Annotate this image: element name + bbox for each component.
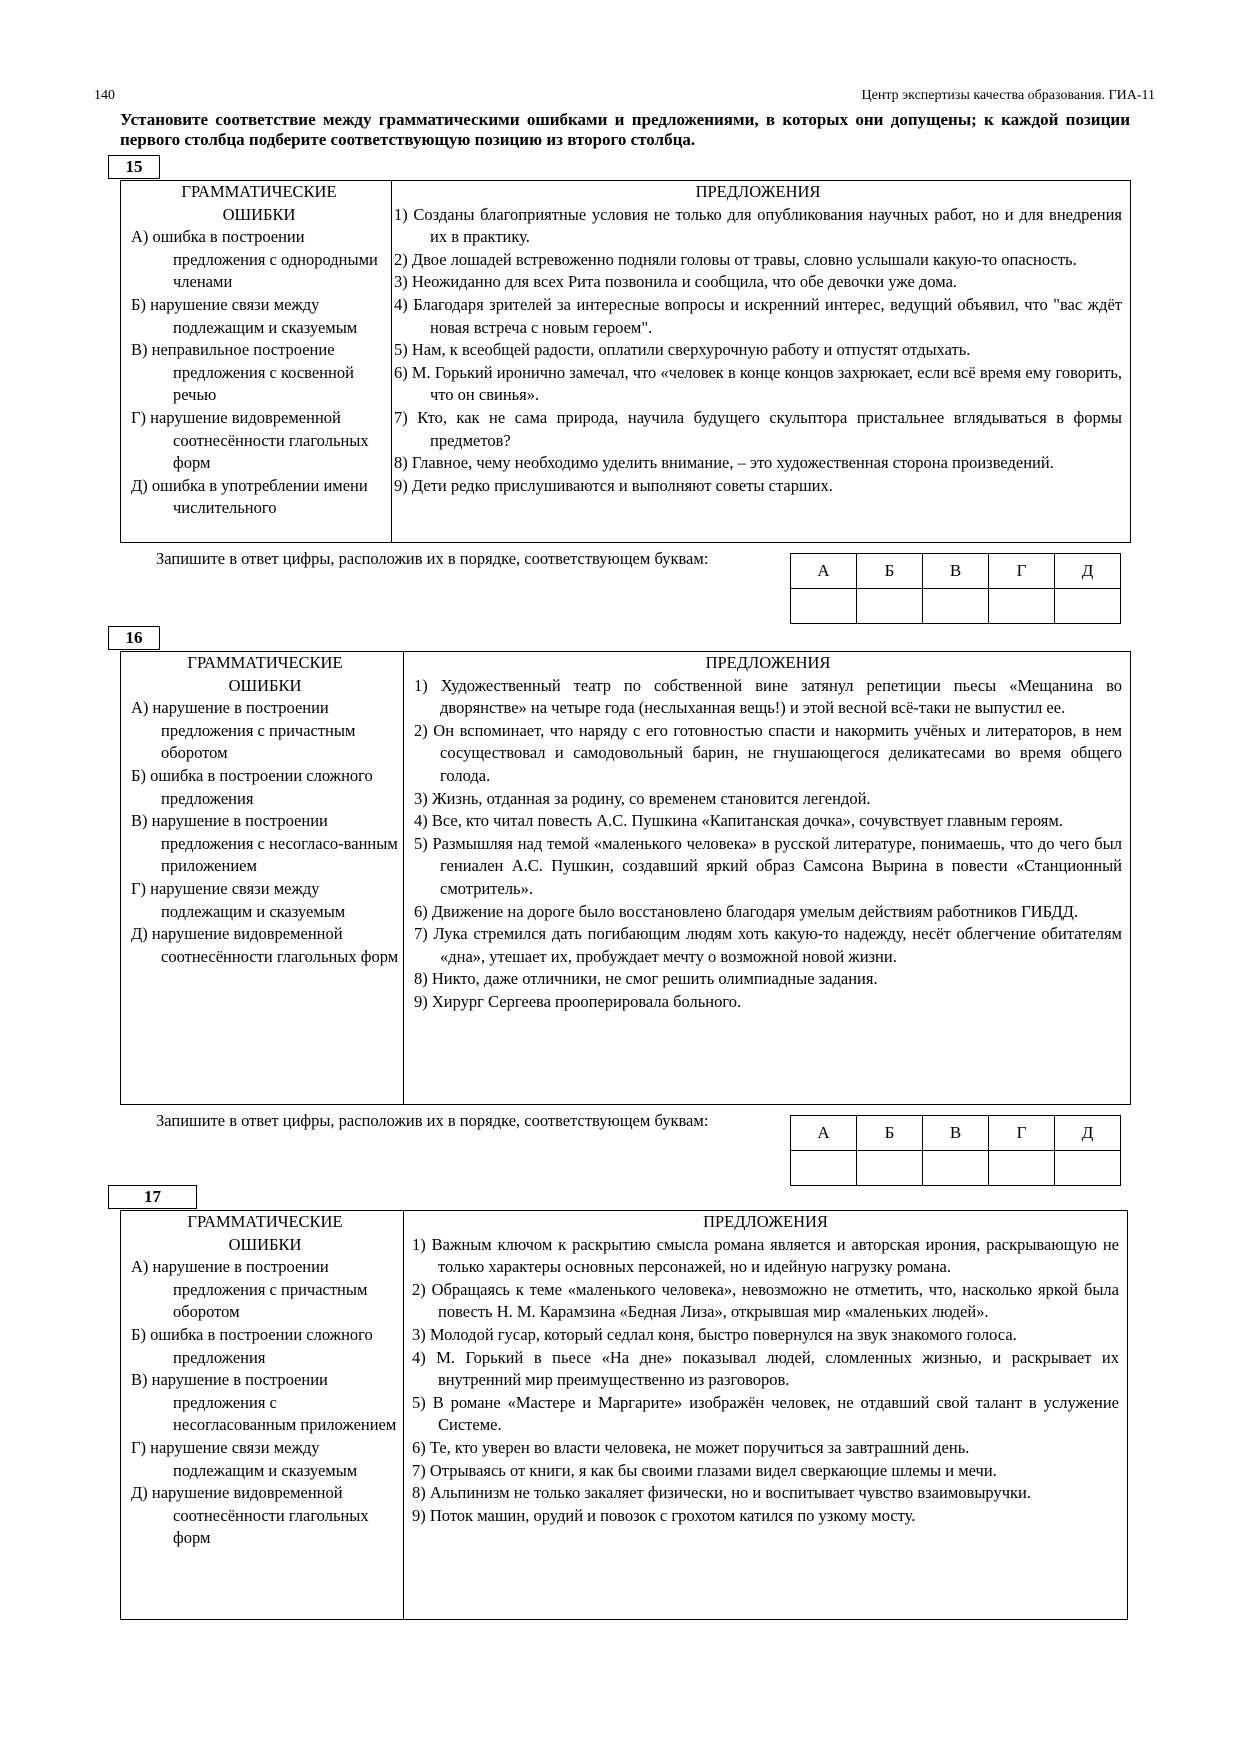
sentence-item: 4) М. Горький в пьесе «На дне» показывал людей, сломленных жизнью, и раскрывает их внутренний мир преимущественно из разговоров.	[412, 1347, 1119, 1390]
task-number-box: 17	[108, 1185, 197, 1209]
errors-column	[121, 1211, 404, 1619]
errors-header: ГРАММАТИЧЕСКИЕ ОШИБКИ	[181, 182, 337, 224]
errors-column	[121, 181, 392, 542]
error-item: Г) нарушение связи между подлежащим и сказуемым	[131, 1437, 358, 1480]
sentence-item: 2) Обращаясь к теме «маленького человека», невозможно не отметить, что, насколько яркой была повесть Н. М. Карамзина «Бедная Лиза», открывшая мир «маленьких людей».	[412, 1279, 1119, 1322]
sentence-item: 5) Нам, к всеобщей радости, оплатили сверхурочную работу и отпустят отдыхать.	[394, 340, 971, 360]
answer-cell[interactable]	[989, 1151, 1055, 1186]
answer-cell[interactable]	[857, 589, 923, 624]
sentence-item: 9) Дети редко прислушиваются и выполняют советы старших.	[394, 475, 833, 495]
answer-letter: Д	[1055, 554, 1121, 589]
sentence-item: 8) Главное, чему необходимо уделить внимание, – это художественная сторона произведений.	[394, 453, 1054, 473]
error-item: Б) ошибка в построении сложного предложения	[131, 765, 373, 808]
sentence-item: 4) Благодаря зрителей за интересные вопросы и искренний интерес, ведущий объявил, что "вас ждёт новая встреча с новым героем".	[394, 294, 1122, 337]
sentence-item: 4) Все, кто читал повесть А.С. Пушкина «Капитанская дочка», сочувствует главным героям.	[414, 811, 1063, 831]
sentence-item: 6) М. Горький иронично замечал, что «человек в конце концов захрюкает, если всё время ему говорить, что он свинья».	[394, 362, 1122, 405]
sentence-item: 6) Те, кто уверен во власти человека, не может поручиться за завтрашний день.	[412, 1437, 970, 1457]
sentence-item: 8) Альпинизм не только закаляет физически, но и воспитывает чувство взаимовыручки.	[412, 1483, 1031, 1503]
answer-cell[interactable]	[923, 589, 989, 624]
sentences-column	[404, 652, 1130, 1104]
matching-table	[120, 1210, 1128, 1620]
error-item: А) нарушение в построении предложения с причастным оборотом	[131, 698, 356, 763]
task-number-box: 15	[108, 155, 160, 179]
sentence-item: 2) Он вспоминает, что наряду с его готовностью спасти и накормить учёных и литераторов, в нем сосуществовал и самодовольный барин, не гнушающегося деликатесами во время общего голода.	[414, 720, 1122, 785]
sentence-item: 8) Никто, даже отличники, не смог решить олимпиадные задания.	[414, 969, 878, 989]
task-number-box: 16	[108, 626, 160, 650]
error-item: В) нарушение в построении предложения с несогласованным приложением	[131, 1370, 397, 1435]
sentence-item: 5) Размышляя над темой «маленького человека» в русской литературе, понимаешь, что до чего был гениален А.С. Пушкин, создавший яркий образ Самсона Вырина в повести «Станционный смотритель».	[414, 833, 1122, 898]
page-header-org: Центр экспертизы качества образования. ГИА-11	[861, 88, 1155, 103]
answer-cell[interactable]	[1055, 589, 1121, 624]
sentence-item: 9) Хирург Сергеева прооперировала больного.	[414, 991, 742, 1011]
answer-cell[interactable]	[1055, 1151, 1121, 1186]
answer-prompt: Запишите в ответ цифры, расположив их в порядке, соответствующем буквам:	[156, 1111, 709, 1130]
sentence-item: 7) Кто, как не сама природа, научила будущего скульптора пристальнее вглядываться в формы предметов?	[394, 407, 1122, 450]
answer-cell[interactable]	[923, 1151, 989, 1186]
error-item: Г) нарушение видовременной соотнесённости глагольных форм	[131, 407, 369, 473]
error-item: В) неправильное построение предложения с косвенной речью	[131, 340, 354, 405]
sentence-item: 3) Неожиданно для всех Рита позвонила и сообщила, что обе девочки уже дома.	[394, 272, 958, 292]
answer-cell[interactable]	[791, 589, 857, 624]
errors-header: ГРАММАТИЧЕСКИЕ ОШИБКИ	[187, 1212, 343, 1254]
answer-letter: Г	[989, 554, 1055, 589]
matching-table	[120, 651, 1131, 1105]
answer-letter: Б	[857, 1116, 923, 1151]
sentence-item: 3) Молодой гусар, который седлал коня, быстро повернулся на звук знакомого голоса.	[412, 1324, 1017, 1344]
errors-column	[121, 652, 404, 1104]
answer-letter: А	[791, 554, 857, 589]
sentences-column	[404, 1211, 1127, 1619]
answer-cell[interactable]	[857, 1151, 923, 1186]
answer-letter: Д	[1055, 1116, 1121, 1151]
sentence-item: 1) Созданы благоприятные условия не только для опубликования научных работ, но и для внедрения их в практику.	[394, 204, 1122, 247]
error-item: Б) ошибка в построении сложного предложения	[131, 1324, 373, 1367]
sentence-item: 7) Отрываясь от книги, я как бы своими глазами видел сверкающие шлемы и мечи.	[412, 1460, 997, 1480]
instruction-text: Установите соответствие между грамматическими ошибками и предложениями, в которых они допущены; к каждой позиции первого столбца подберите соответствующую позицию из второго столбца.	[120, 110, 1130, 149]
sentences-header: ПРЕДЛОЖЕНИЯ	[703, 1212, 828, 1231]
error-item: А) ошибка в построении предложения с однородными членами	[131, 227, 378, 292]
answer-letter: В	[923, 554, 989, 589]
matching-table	[120, 180, 1131, 543]
error-item: В) нарушение в построении предложения с несогласо-ванным приложением	[131, 811, 398, 876]
sentence-item: 9) Поток машин, орудий и повозок с грохотом катился по узкому мосту.	[412, 1505, 916, 1525]
answer-prompt: Запишите в ответ цифры, расположив их в порядке, соответствующем буквам:	[156, 549, 709, 568]
errors-header: ГРАММАТИЧЕСКИЕ ОШИБКИ	[187, 653, 343, 695]
sentence-item: 2) Двое лошадей встревоженно подняли головы от травы, словно услышали какую-то опасность.	[394, 249, 1077, 269]
answer-cell[interactable]	[989, 589, 1055, 624]
sentence-item: 1) Художественный театр по собственной вине затянул репетиции пьесы «Мещанина во дворянстве» на четыре года (неслыханная вещь!) и этой весной всё-таки не выпустил ее.	[414, 675, 1122, 718]
sentence-item: 1) Важным ключом к раскрытию смысла романа является и авторская ирония, раскрывающую не только характеры основных персонажей, но и идейную нагрузку романа.	[412, 1234, 1119, 1277]
sentence-item: 5) В романе «Мастере и Маргарите» изображён человек, не отдавший свой талант в услужение Системе.	[412, 1392, 1119, 1435]
sentence-item: 3) Жизнь, отданная за родину, со временем становится легендой.	[414, 788, 871, 808]
sentences-column	[392, 181, 1130, 542]
error-item: А) нарушение в построении предложения с причастным оборотом	[131, 1257, 368, 1322]
sentences-header: ПРЕДЛОЖЕНИЯ	[695, 182, 821, 201]
error-item: Д) нарушение видовременной соотнесённости глагольных форм	[131, 924, 399, 966]
answer-letter: А	[791, 1116, 857, 1151]
answer-letter: В	[923, 1116, 989, 1151]
answer-grid	[790, 553, 1121, 624]
answer-letter: Г	[989, 1116, 1055, 1151]
error-item: Д) ошибка в употреблении имени числительного	[131, 475, 368, 518]
answer-letter: Б	[857, 554, 923, 589]
page-number: 140	[94, 88, 115, 103]
error-item: Д) нарушение видовременной соотнесённости глагольных форм	[131, 1483, 369, 1548]
sentence-item: 7) Лука стремился дать погибающим людям хоть какую-то надежду, несёт облегчение обитателям «дна», утешает их, пробуждает мечту о возможной новой жизни.	[414, 924, 1122, 966]
sentence-item: 6) Движение на дороге было восстановлено благодаря умелым действиям работников ГИБДД.	[414, 901, 1079, 921]
error-item: Г) нарушение связи между подлежащим и сказуемым	[131, 878, 346, 921]
answer-grid	[790, 1115, 1121, 1186]
sentences-header: ПРЕДЛОЖЕНИЯ	[705, 653, 831, 672]
error-item: Б) нарушение связи между подлежащим и сказуемым	[131, 294, 358, 337]
answer-cell[interactable]	[791, 1151, 857, 1186]
